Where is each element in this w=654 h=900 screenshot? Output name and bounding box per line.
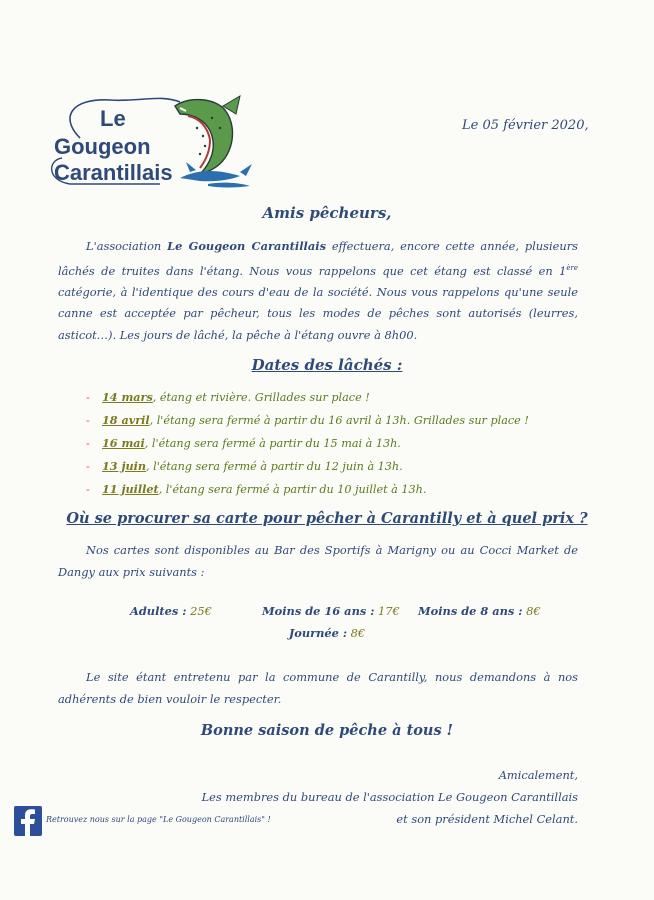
gougeon-carantillais-logo — [40, 88, 260, 193]
release-text: , étang et rivière. Grillades sur place ! — [152, 391, 370, 404]
intro-paragraph — [58, 236, 578, 346]
list-dash: - — [86, 460, 90, 473]
release-date: 13 juin — [102, 459, 147, 473]
price-value: 17€ — [374, 604, 400, 618]
greeting: Amis pêcheurs, — [262, 204, 392, 222]
where-to-buy-title: Où se procurer sa carte pour pêcher à Carantilly et à quel prix ? — [66, 510, 588, 527]
release-date: 18 avril — [102, 413, 150, 427]
list-dash: - — [86, 437, 90, 450]
list-item — [86, 455, 586, 478]
release-text: , l'étang sera fermé à partir du 15 mai à 13h. — [144, 437, 401, 450]
association-name: Le Gougeon Carantillais — [167, 239, 326, 253]
price-label: Adultes : — [130, 604, 187, 618]
where-to-buy-text: Nos cartes sont disponibles au Bar des Sportifs à Marigny ou au Cocci Market de Dangy aux prix suivants : — [58, 543, 578, 579]
price-label: Moins de 16 ans : — [262, 604, 375, 618]
price-day — [0, 626, 654, 640]
list-item — [86, 409, 586, 432]
trout-icon — [175, 96, 240, 174]
price-value: 8€ — [522, 604, 541, 618]
signature-line: Amicalement, — [498, 768, 578, 782]
list-item — [86, 386, 586, 409]
price-label: Journée : — [288, 626, 348, 640]
intro-superscript: ère — [566, 263, 578, 272]
intro-part2: effectuera, encore cette année, plusieurs lâchés de truites dans l'étang. Nous vous rappelons que cet étang est classé en 1 — [58, 239, 578, 278]
logo-line1: Le — [100, 106, 126, 131]
price-value: 25€ — [186, 604, 212, 618]
logo-line2: Gougeon — [54, 134, 151, 159]
closing-line: Bonne saison de pêche à tous ! — [200, 722, 454, 739]
intro-part1: L'association — [86, 239, 168, 253]
release-dates-title: Dates des lâchés : — [251, 356, 403, 374]
facebook-icon[interactable] — [14, 806, 42, 836]
release-text: , l'étang sera fermé à partir du 10 juillet à 13h. — [158, 483, 427, 496]
site-respect-text: Le site étant entretenu par la commune de Carantilly, nous demandons à nos adhérents de bien vouloir le respecter. — [58, 670, 578, 706]
price-value: 8€ — [347, 626, 366, 640]
list-item — [86, 432, 586, 455]
signature-line: et son président Michel Celant. — [396, 812, 578, 826]
release-date: 16 mai — [102, 436, 145, 450]
list-item — [86, 478, 586, 501]
intro-part3: catégorie, à l'identique des cours d'eau de la société. Nous vous rappelons qu'une seule canne est acceptée par pêcheur, tous les modes de pêches sont autorisés (leurres, asticot…). Les jours de lâché, la pêche à l'étang ouvre à 8h00. — [58, 284, 578, 342]
letter-date: Le 05 février 2020, — [462, 118, 589, 133]
list-dash: - — [86, 391, 90, 404]
price-under-16 — [262, 604, 400, 618]
release-dates-list — [86, 386, 586, 501]
facebook-page-text: Retrouvez nous sur la page "Le Gougeon Carantillais" ! — [46, 815, 271, 824]
release-text: , l'étang sera fermé à partir du 16 avril à 13h. Grillades sur place ! — [149, 414, 529, 427]
release-text: , l'étang sera fermé à partir du 12 juin à 13h. — [146, 460, 403, 473]
list-dash: - — [86, 414, 90, 427]
price-adults — [130, 604, 212, 618]
list-dash: - — [86, 483, 90, 496]
price-under-8 — [418, 604, 541, 618]
release-date: 14 mars — [102, 390, 153, 404]
price-label: Moins de 8 ans : — [418, 604, 523, 618]
signature-line: Les membres du bureau de l'association Le Gougeon Carantillais — [201, 790, 578, 804]
logo-line3: Carantillais — [54, 160, 173, 185]
release-date: 11 juillet — [102, 482, 159, 496]
